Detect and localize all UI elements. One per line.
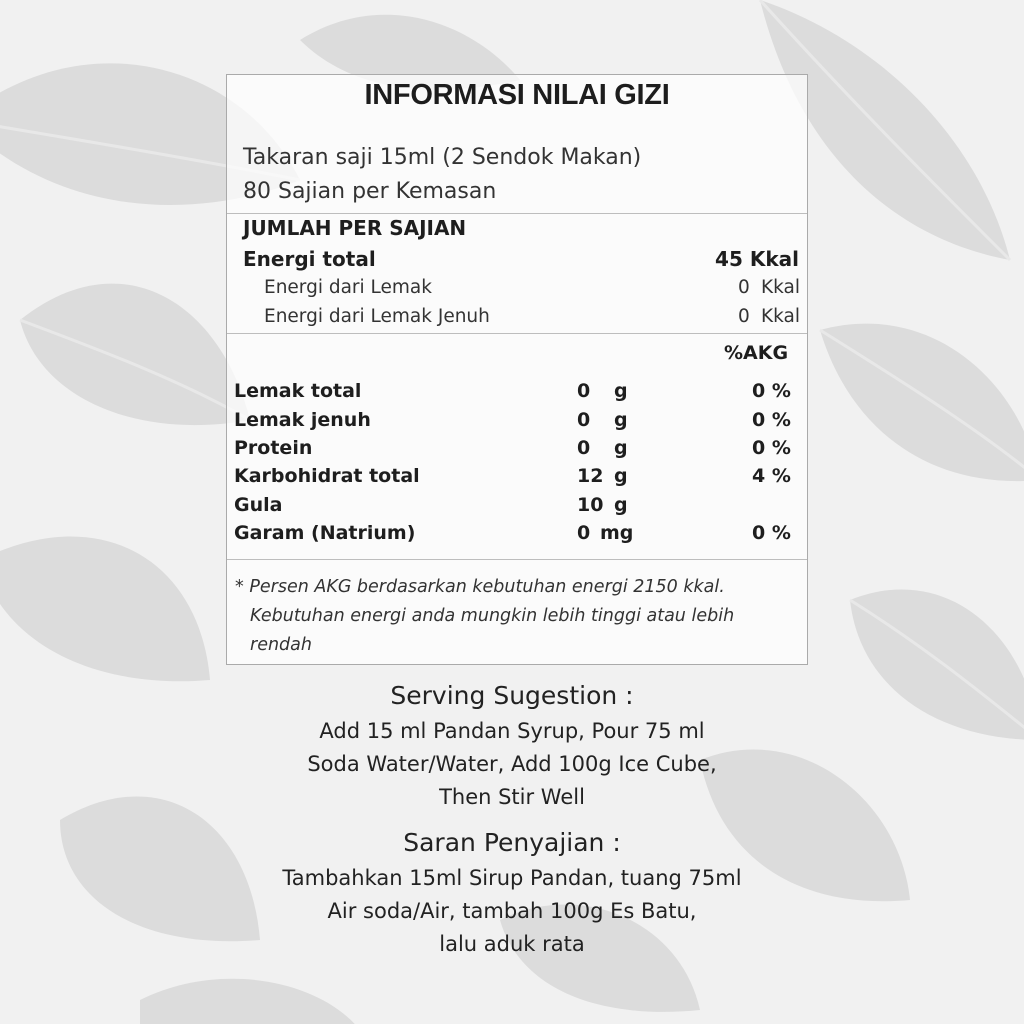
energy-from-fat-label: Energi dari Lemak bbox=[264, 277, 432, 298]
suggestion-line: lalu aduk rata bbox=[439, 932, 585, 956]
footnote-line-1: * Persen AKG berdasarkan kebutuhan energi 2150 kkal. bbox=[235, 577, 725, 597]
divider bbox=[227, 213, 807, 214]
panel-title: INFORMASI NILAI GIZI bbox=[364, 79, 670, 111]
nutrient-name: Lemak jenuh bbox=[234, 409, 371, 431]
akg-footnote bbox=[235, 573, 800, 660]
suggestion-line: Then Stir Well bbox=[439, 785, 585, 809]
energy-total-value: 45 Kkal bbox=[715, 247, 799, 271]
divider bbox=[227, 559, 807, 560]
serving-suggestion-en bbox=[0, 681, 1024, 818]
nutrient-name: Garam (Natrium) bbox=[234, 522, 416, 544]
energy-total-label: Energi total bbox=[243, 247, 376, 271]
nutrient-name: Karbohidrat total bbox=[234, 465, 420, 487]
suggestion-line: Tambahkan 15ml Sirup Pandan, tuang 75ml bbox=[282, 866, 742, 890]
nutrient-unit: mg bbox=[600, 522, 634, 544]
suggestion-line: Soda Water/Water, Add 100g Ice Cube, bbox=[307, 752, 717, 776]
energy-from-sat-fat-unit: Kkal bbox=[761, 306, 800, 327]
servings-per-pack: 80 Sajian per Kemasan bbox=[243, 179, 497, 204]
serving-suggestion-id bbox=[0, 828, 1024, 965]
nutrient-akg: 0 % bbox=[752, 380, 791, 402]
nutrient-amount: 12 bbox=[577, 465, 604, 487]
suggestion-line: Add 15 ml Pandan Syrup, Pour 75 ml bbox=[319, 719, 705, 743]
energy-from-sat-fat-value: 0 bbox=[738, 306, 750, 327]
nutrient-akg: 4 % bbox=[752, 465, 791, 487]
nutrient-unit: g bbox=[614, 465, 628, 487]
nutrient-unit: g bbox=[614, 494, 628, 516]
divider bbox=[227, 333, 807, 334]
nutrient-amount: 0 bbox=[577, 522, 591, 544]
serving-suggestion-heading: Serving Sugestion : bbox=[390, 681, 634, 710]
nutrient-amount: 0 bbox=[577, 437, 591, 459]
suggestion-line: Air soda/Air, tambah 100g Es Batu, bbox=[327, 899, 697, 923]
amount-per-serving-header: JUMLAH PER SAJIAN bbox=[243, 216, 467, 240]
energy-from-fat-value: 0 bbox=[738, 277, 750, 298]
nutrient-amount: 0 bbox=[577, 409, 591, 431]
energy-from-sat-fat-label: Energi dari Lemak Jenuh bbox=[264, 306, 490, 327]
nutrient-akg: 0 % bbox=[752, 409, 791, 431]
saran-penyajian-heading: Saran Penyajian : bbox=[403, 828, 621, 857]
nutrient-unit: g bbox=[614, 437, 628, 459]
energy-from-fat-unit: Kkal bbox=[761, 277, 800, 298]
footnote-line-2: Kebutuhan energi anda mungkin lebih tinggi atau lebih rendah bbox=[250, 606, 735, 655]
nutrition-facts-panel bbox=[226, 74, 808, 665]
serving-size: Takaran saji 15ml (2 Sendok Makan) bbox=[243, 145, 642, 170]
nutrient-unit: g bbox=[614, 409, 628, 431]
nutrient-unit: g bbox=[614, 380, 628, 402]
nutrient-amount: 0 bbox=[577, 380, 591, 402]
akg-header: %AKG bbox=[724, 342, 789, 364]
nutrient-name: Protein bbox=[234, 437, 313, 459]
nutrient-amount: 10 bbox=[577, 494, 604, 516]
nutrient-akg: 0 % bbox=[752, 437, 791, 459]
nutrient-name: Lemak total bbox=[234, 380, 362, 402]
nutrient-akg: 0 % bbox=[752, 522, 791, 544]
nutrient-name: Gula bbox=[234, 494, 283, 516]
